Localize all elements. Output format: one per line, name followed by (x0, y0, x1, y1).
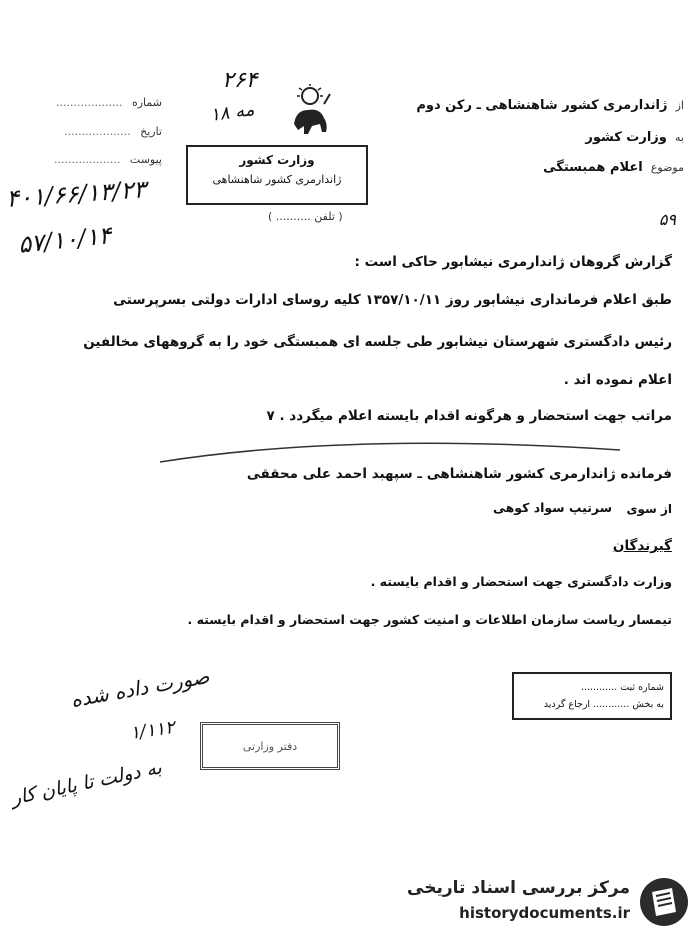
registration-line-2: به بخش ............ ارجاع گردید (543, 699, 664, 710)
handwritten-top-number: ۲۶۴ (222, 68, 258, 93)
handwritten-top-mark: ۱۸ مه (208, 99, 256, 126)
handwritten-note-1: صورت داده شده (68, 664, 212, 712)
registration-line-1: شماره ثبت ............ (580, 682, 664, 693)
handwritten-date: ۵۷/۱۰/۱۴ (16, 221, 113, 259)
subject-line (543, 160, 684, 175)
handwritten-number: ۴۰۱/۶۶/۱۳/۲۳ (5, 175, 148, 213)
body-line-4: مراتب جهت استحضار و هرگونه اقدام بایسته اعلام میگردد . ۷ (266, 408, 672, 424)
handwritten-note-2: ۱/۱۱۲ (128, 716, 176, 745)
signature-line-1: فرمانده ژاندارمری کشور شاهنشاهی ـ سپهبد احمد علی محققی (246, 466, 672, 482)
stamp-line-2: ژاندارمری کشور شاهنشاهی (212, 173, 342, 186)
number-label: شماره (131, 96, 162, 109)
from-value: ژاندارمری کشور شاهنشاهی ـ رکن دوم (416, 98, 668, 113)
body-intro: گزارش گروهان ژاندارمری نیشابور حاکی است : (354, 254, 672, 270)
attachment-label: پیوست (129, 153, 162, 166)
recipient-1: وزارت دادگستری جهت استحضار و اقدام بایسته . (370, 574, 672, 589)
to-line (585, 130, 684, 145)
date-field: تاریخ ................... (64, 125, 162, 138)
date-label: تاریخ (140, 125, 162, 138)
body-line-3: اعلام نموده اند . (563, 372, 672, 388)
signature-line-2: سرتیپ سواد کوهی (492, 500, 612, 515)
site-url[interactable]: historydocuments.ir (459, 904, 630, 922)
department-stamp: دفتر وزارتی (200, 722, 340, 770)
from-line (416, 98, 684, 113)
to-value: وزارت کشور (585, 130, 667, 145)
attachment-field: پیوست ................... (53, 153, 162, 166)
signature-from-label: از سوی (626, 502, 672, 516)
to-label: به (675, 131, 684, 144)
lion-and-sun-emblem-icon (286, 84, 334, 142)
stamp-line-1: وزارت کشور (239, 153, 315, 167)
body-line-1: طبق اعلام فرمانداری نیشابور روز ۱۳۵۷/۱۰/۱۱ کلیه روسای ادارات دولتی بسرپرستی (113, 292, 672, 308)
number-field: شماره ................... (56, 96, 162, 109)
subject-value: اعلام همبستگی (543, 160, 643, 175)
site-name: مرکز بررسی اسناد تاریخی (407, 878, 630, 898)
recipients-title: گیرندگان (612, 538, 672, 554)
archive-logo-icon (638, 876, 690, 928)
recipient-2: تیمسار ریاست سازمان اطلاعات و امنیت کشور جهت استحضار و اقدام بایسته . (187, 612, 672, 627)
body-line-2: رئیس دادگستری شهرستان نیشابور طی جلسه ای همبستگی خود را به گروههای مخالفین (83, 334, 672, 350)
ministry-stamp (186, 145, 368, 205)
subject-label: موضوع (650, 161, 684, 174)
from-label: از (675, 99, 684, 112)
phone-label: ( تلفن .......... ) (268, 210, 343, 223)
handwritten-note-3: به دولت تا پایان کار (9, 756, 164, 810)
footer-watermark (0, 860, 700, 938)
registration-box (512, 672, 672, 720)
document-code: ۵۹ (658, 210, 676, 229)
